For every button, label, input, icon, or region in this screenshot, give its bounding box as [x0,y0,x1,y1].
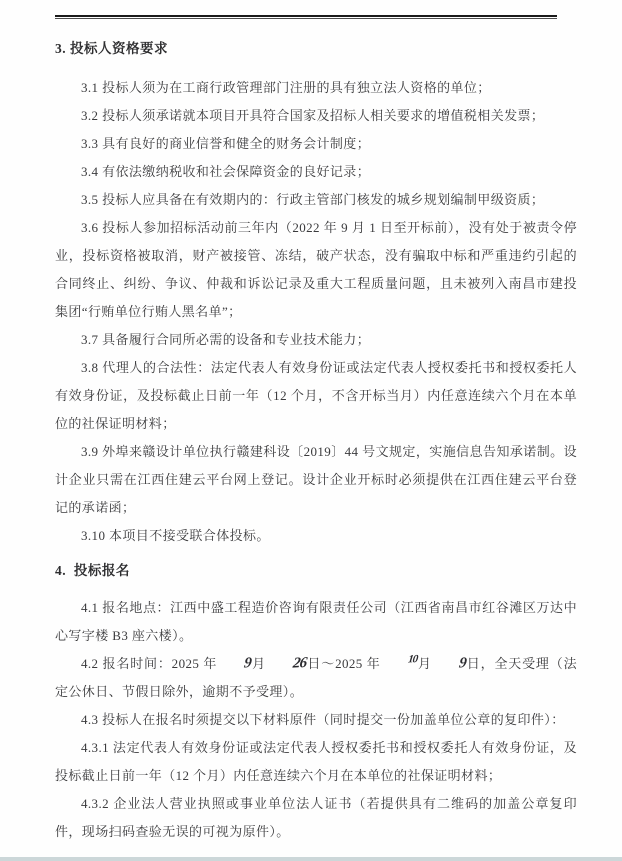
handwritten-end-month: 10 [406,653,418,666]
clause-3-2: 3.2 投标人须承诺就本项目开具符合国家及招标人相关要求的增值税相关发票； [81,108,545,123]
clause-3-10: 3.10 本项目不接受联合体投标。 [81,528,270,543]
clause-4-3-2: 4.3.2 企业法人营业执照或事业单位法人证书（若提供具有二维码的加盖公章复印件，现场扫码查验无误的可视为原件）。 [55,796,577,839]
handwritten-start-month: 9 [243,655,252,672]
clause-3-5: 3.5 投标人应具备在有效期内的：行政主管部门核发的城乡规划编制甲级资质； [81,192,545,207]
handwritten-end-day: 9 [457,655,467,672]
clause-4-2-printed-suffix: 日，全天受理（法定公休日、节假日除外，逾期不予受理）。 [55,656,577,699]
clause-4-2 [55,650,577,706]
clause-3-9: 3.9 外埠来赣设计单位执行赣建科设〔2019〕44 号文规定，实施信息告知承诺制。设计企业只需在江西住建云平台网上登记。设计企业开标时必须提供在江西住建云平台登记的承诺函； [55,444,577,515]
clause-4-3: 4.3 投标人在报名时须提交以下材料原件（同时提交一份加盖单位公章的复印件）： [81,712,565,727]
section-3-heading: 3. 投标人资格要求 [55,41,168,56]
clause-4-2-sep1: 月 [251,656,266,671]
clause-3-4: 3.4 有依法缴纳税收和社会保障资金的良好记录； [81,164,371,179]
clause-3-3: 3.3 具有良好的商业信誉和健全的财务会计制度； [81,136,371,151]
clause-4-2-sep3: 月 [417,656,432,671]
document-body [55,38,577,846]
clause-4-3-1: 4.3.1 法定代表人有效身份证或法定代表人授权委托书和授权委托人有效身份证，及投标截止日前一年（12 个月）内任意连续六个月在本单位的社保证明材料； [55,740,577,783]
clause-4-2-sep2: 日～2025 年 [306,656,381,671]
clause-4-1: 4.1 报名地点：江西中盛工程造价咨询有限责任公司（江西省南昌市红谷滩区万达中心写字楼 B3 座六楼）。 [55,600,577,643]
clause-3-8: 3.8 代理人的合法性：法定代表人有效身份证或法定代表人授权委托书和授权委托人有效身份证，及投标截止日前一年（12 个月，不含开标当月）内任意连续六个月在本单位的社保证明材料； [55,360,577,431]
clause-3-1: 3.1 投标人须为在工商行政管理部门注册的具有独立法人资格的单位； [81,80,491,95]
scan-edge-band [0,857,622,861]
section-4-heading: 4. 投标报名 [55,563,130,578]
header-double-rule [55,15,557,19]
handwritten-start-day: 26 [292,654,308,672]
clause-3-6: 3.6 投标人参加招标活动前三年内（2022 年 9 月 1 日至开标前），没有处于被责令停业，投标资格被取消，财产被接管、冻结，破产状态，没有骗取中标和严重违约引起的合同终止、纠纷、争议、仲裁和诉讼记录及重大工程质量问题，且未被列入南昌市建投集团“行贿单位行贿人黑名单”； [55,220,577,319]
clause-3-7: 3.7 具备履行合同所必需的设备和专业技术能力； [81,332,371,347]
clause-4-2-printed-prefix: 4.2 报名时间：2025 年 [81,656,218,671]
